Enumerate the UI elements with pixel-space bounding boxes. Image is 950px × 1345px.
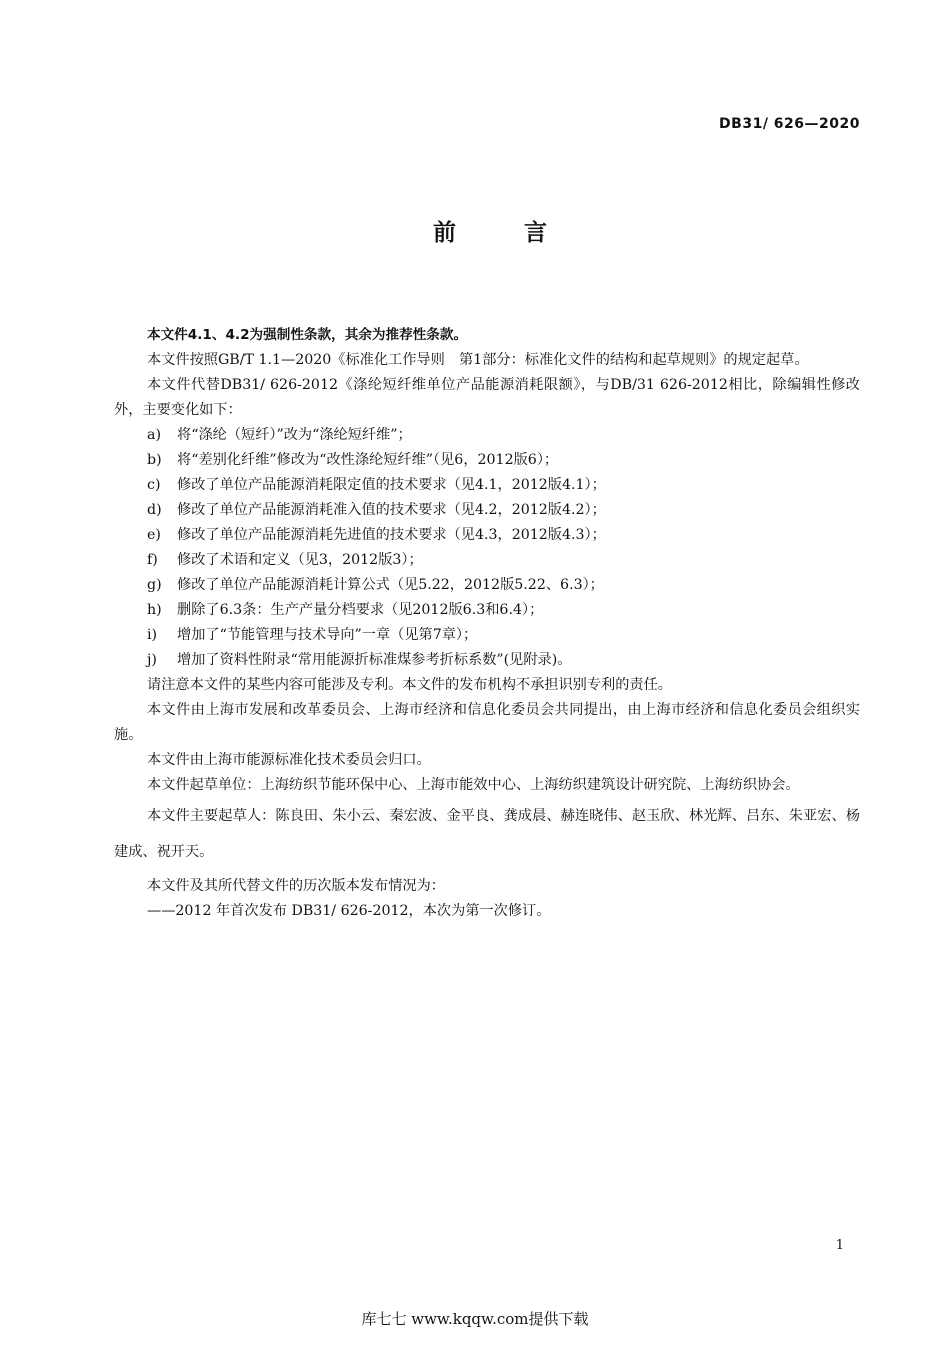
list-item: b) 将“差别化纤维”修改为“改性涤纶短纤维”（见6，2012版6）； xyxy=(147,452,559,468)
download-footer: 库七七 www.kqqw.com提供下载 xyxy=(361,1310,589,1328)
list-item: g) 修改了单位产品能源消耗计算公式（见5.22，2012版5.22、6.3）； xyxy=(147,577,604,593)
page-number: 1 xyxy=(835,1238,844,1253)
list-item: d) 修改了单位产品能源消耗准入值的技术要求（见4.2，2012版4.2）； xyxy=(147,502,606,518)
list-item: e) 修改了单位产品能源消耗先进值的技术要求（见4.3，2012版4.3）； xyxy=(147,527,606,543)
changes-list xyxy=(114,423,860,673)
proposed-by-paragraph: 本文件由上海市发展和改革委员会、上海市经济和信息化委员会共同提出，由上海市经济和信息化委员会组织实施。 xyxy=(114,702,860,743)
list-item: j) 增加了资料性附录“常用能源折标准煤参考折标系数”(见附录)。 xyxy=(147,652,572,668)
history-item: ——2012 年首次发布 DB31/ 626-2012，本次为第一次修订。 xyxy=(147,903,551,919)
list-item: h) 删除了6.3条：生产产量分档要求（见2012版6.3和6.4）； xyxy=(147,602,544,618)
centralized-by-paragraph: 本文件由上海市能源标准化技术委员会归口。 xyxy=(147,752,431,768)
list-item: f) 修改了术语和定义（见3，2012版3）； xyxy=(147,552,423,568)
page-title: 前 言 xyxy=(432,220,577,246)
list-item: i) 增加了“节能管理与技术导向”一章（见第7章）； xyxy=(147,627,478,643)
document-code: DB31/ 626—2020 xyxy=(719,116,860,132)
drafting-units-paragraph: 本文件起草单位：上海纺织节能环保中心、上海市能效中心、上海纺织建筑设计研究院、上海纺织协会。 xyxy=(147,777,800,793)
mandatory-clause-paragraph: 本文件4.1、4.2为强制性条款，其余为推荐性条款。 xyxy=(147,327,468,343)
replaces-paragraph: 本文件代替DB31/ 626-2012《涤纶短纤维单位产品能源消耗限额》，与DB/31 626-2012相比，除编辑性修改外，主要变化如下： xyxy=(114,377,860,418)
list-item: a) 将“涤纶（短纤）”改为“涤纶短纤维”； xyxy=(147,427,412,443)
document-body xyxy=(114,323,860,924)
list-item: c) 修改了单位产品能源消耗限定值的技术要求（见4.1，2012版4.1）； xyxy=(147,477,606,493)
drafting-rules-paragraph: 本文件按照GB/T 1.1—2020《标准化工作导则 第1部分：标准化文件的结构和起草规则》的规定起草。 xyxy=(147,352,809,368)
history-intro: 本文件及其所代替文件的历次版本发布情况为： xyxy=(147,878,445,894)
drafters-paragraph: 本文件主要起草人：陈良田、朱小云、秦宏波、金平良、龚成晨、赫连晓伟、赵玉欣、林光辉、吕东、朱亚宏、杨建成、祝开天。 xyxy=(114,808,860,860)
patent-notice: 请注意本文件的某些内容可能涉及专利。本文件的发布机构不承担识别专利的责任。 xyxy=(147,677,672,693)
